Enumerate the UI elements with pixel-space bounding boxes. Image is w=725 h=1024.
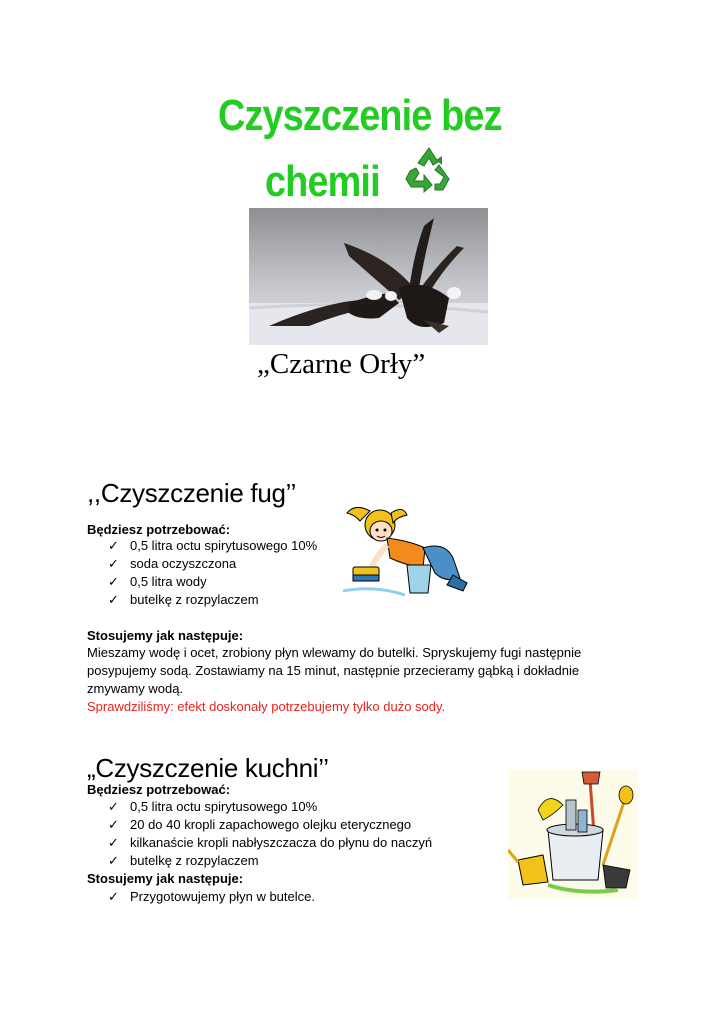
checkmark-icon: ✓ <box>108 853 119 868</box>
checkmark-icon: ✓ <box>108 538 119 553</box>
method-line: zmywamy wodą. <box>87 681 184 696</box>
method-line: Mieszamy wodę i ocet, zrobiony płyn wlewamy do butelki. Spryskujemy fugi następnie <box>87 645 582 660</box>
method-label-kitchen: Stosujemy jak następuje: <box>87 871 244 886</box>
checkmark-icon: ✓ <box>108 835 119 850</box>
checkmark-icon: ✓ <box>108 574 119 589</box>
checkmark-icon: ✓ <box>108 889 119 904</box>
cleaning-woman-illustration <box>335 503 475 603</box>
needs-label-kitchen: Będziesz potrzebować: <box>87 782 231 797</box>
method-line: posypujemy sodą. Zostawiamy na 15 minut, następnie przecieramy gąbką i dokładnie <box>87 663 580 678</box>
photo-caption: „Czarne Orły” <box>257 348 426 380</box>
checkmark-icon: ✓ <box>108 799 119 814</box>
checkmark-icon: ✓ <box>108 817 119 832</box>
checkmark-icon: ✓ <box>108 592 119 607</box>
recycle-icon <box>402 145 456 193</box>
page-title-line1: Czyszczenie bez <box>218 91 502 140</box>
result-note: Sprawdziliśmy: efekt doskonały potrzebujemy tylko dużo sody. <box>87 699 446 714</box>
checkmark-icon: ✓ <box>108 556 119 571</box>
page-title-line2: chemii <box>265 157 380 206</box>
eagles-photo <box>249 208 488 345</box>
cleaning-tools-illustration <box>508 770 638 900</box>
method-label-fug: Stosujemy jak następuje: <box>87 628 244 643</box>
needs-label-fug: Będziesz potrzebować: <box>87 522 231 537</box>
section-heading-kitchen: „Czyszczenie kuchni’’ <box>87 753 329 783</box>
section-heading-fug: ,,Czyszczenie fug’’ <box>87 478 297 508</box>
